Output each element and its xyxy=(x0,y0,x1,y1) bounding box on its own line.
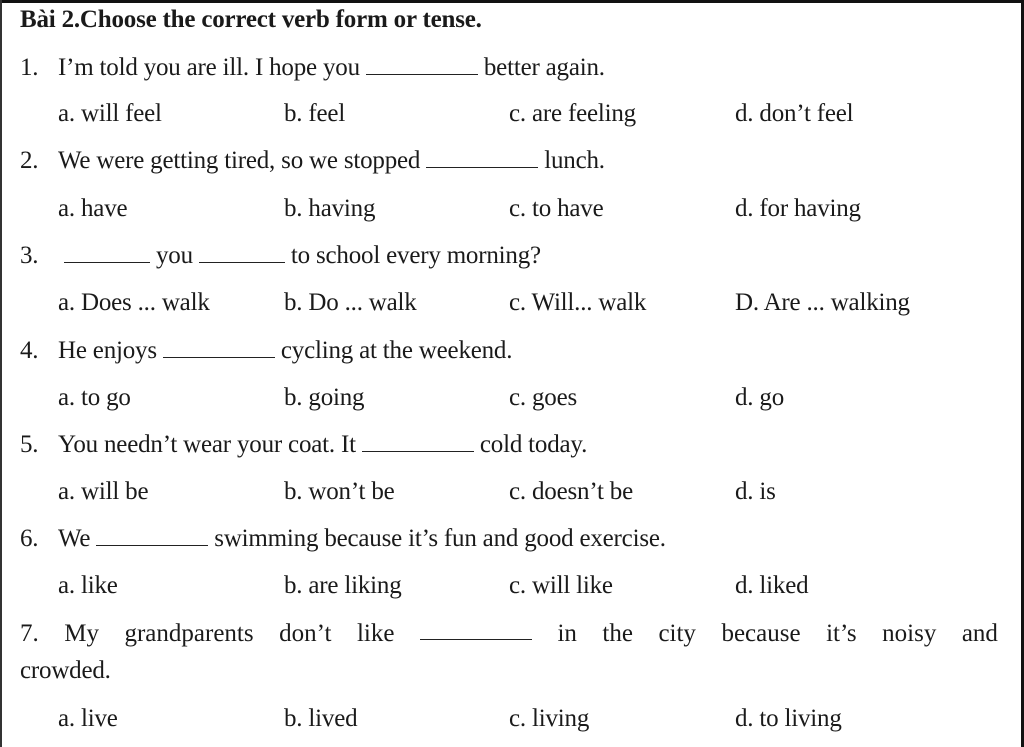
question-word: city xyxy=(658,620,696,647)
question-6 xyxy=(20,524,666,554)
question-number: 5. xyxy=(20,431,39,458)
question-text-after: cycling at the weekend. xyxy=(280,337,513,364)
option-a[interactable]: a. Does ... walk xyxy=(58,289,210,316)
question-3 xyxy=(20,241,541,271)
question-text-before: He enjoys xyxy=(58,337,157,364)
option-c[interactable]: c. are feeling xyxy=(509,100,636,127)
question-5 xyxy=(20,430,587,460)
question-7 xyxy=(20,619,998,649)
answer-blank[interactable] xyxy=(96,525,208,546)
answer-blank[interactable] xyxy=(362,431,474,452)
question-text-after: better again. xyxy=(483,54,605,81)
option-a[interactable]: a. to go xyxy=(58,384,131,411)
option-a[interactable]: a. live xyxy=(58,705,118,732)
question-text-after: swimming because it’s fun and good exercise. xyxy=(214,525,666,552)
question-text-middle: you xyxy=(156,242,193,269)
question-7-continuation: crowded. xyxy=(20,657,111,684)
question-4 xyxy=(20,336,512,366)
option-b[interactable]: b. won’t be xyxy=(284,478,395,505)
answer-blank[interactable] xyxy=(163,337,275,358)
option-c[interactable]: c. doesn’t be xyxy=(509,478,633,505)
option-b[interactable]: b. feel xyxy=(284,100,346,127)
option-d[interactable]: d. to living xyxy=(735,705,842,732)
question-text-before: I’m told you are ill. I hope you xyxy=(58,54,360,81)
option-d[interactable]: d. don’t feel xyxy=(735,100,854,127)
answer-blank[interactable] xyxy=(426,147,538,168)
exercise-title: Bài 2.Choose the correct verb form or tense. xyxy=(20,6,482,33)
option-d[interactable]: d. for having xyxy=(735,195,861,222)
question-text-after: to school every morning? xyxy=(290,242,541,269)
question-word: grandparents xyxy=(124,620,254,647)
option-a[interactable]: a. like xyxy=(58,572,118,599)
question-text-before: You needn’t wear your coat. It xyxy=(58,431,356,458)
question-2 xyxy=(20,146,605,176)
question-word: in xyxy=(557,620,577,647)
option-c[interactable]: c. to have xyxy=(509,195,604,222)
question-number: 7. xyxy=(20,620,39,647)
question-word: like xyxy=(356,620,395,647)
question-text-after: cold today. xyxy=(479,431,588,458)
option-c[interactable]: c. goes xyxy=(509,384,578,411)
option-b[interactable]: b. having xyxy=(284,195,376,222)
question-text-before: We were getting tired, so we stopped xyxy=(58,147,421,174)
question-word: don’t xyxy=(279,620,332,647)
question-word: noisy xyxy=(882,620,937,647)
question-text-before: We xyxy=(58,525,91,552)
question-word: because xyxy=(721,620,801,647)
question-1 xyxy=(20,53,605,83)
option-c[interactable]: c. living xyxy=(509,705,590,732)
option-c[interactable]: c. Will... walk xyxy=(509,289,647,316)
question-text-after: lunch. xyxy=(544,147,605,174)
answer-blank[interactable] xyxy=(199,242,285,263)
option-b[interactable]: b. Do ... walk xyxy=(284,289,417,316)
question-number: 2. xyxy=(20,147,39,174)
option-a[interactable]: a. have xyxy=(58,195,128,222)
option-d[interactable]: D. Are ... walking xyxy=(735,289,910,316)
answer-blank[interactable] xyxy=(366,54,478,75)
option-c[interactable]: c. will like xyxy=(509,572,613,599)
question-word: it’s xyxy=(826,620,857,647)
question-number: 6. xyxy=(20,525,39,552)
option-b[interactable]: b. are liking xyxy=(284,572,402,599)
option-d[interactable]: d. go xyxy=(735,384,785,411)
question-word: and xyxy=(961,620,998,647)
question-word: the xyxy=(602,620,633,647)
answer-blank[interactable] xyxy=(64,242,150,263)
option-a[interactable]: a. will be xyxy=(58,478,149,505)
option-b[interactable]: b. going xyxy=(284,384,365,411)
question-word: My xyxy=(64,620,99,647)
option-a[interactable]: a. will feel xyxy=(58,100,162,127)
option-b[interactable]: b. lived xyxy=(284,705,358,732)
option-d[interactable]: d. liked xyxy=(735,572,809,599)
question-number: 3. xyxy=(20,242,39,269)
answer-blank[interactable] xyxy=(420,619,532,640)
question-number: 1. xyxy=(20,54,39,81)
question-number: 4. xyxy=(20,337,39,364)
option-d[interactable]: d. is xyxy=(735,478,776,505)
